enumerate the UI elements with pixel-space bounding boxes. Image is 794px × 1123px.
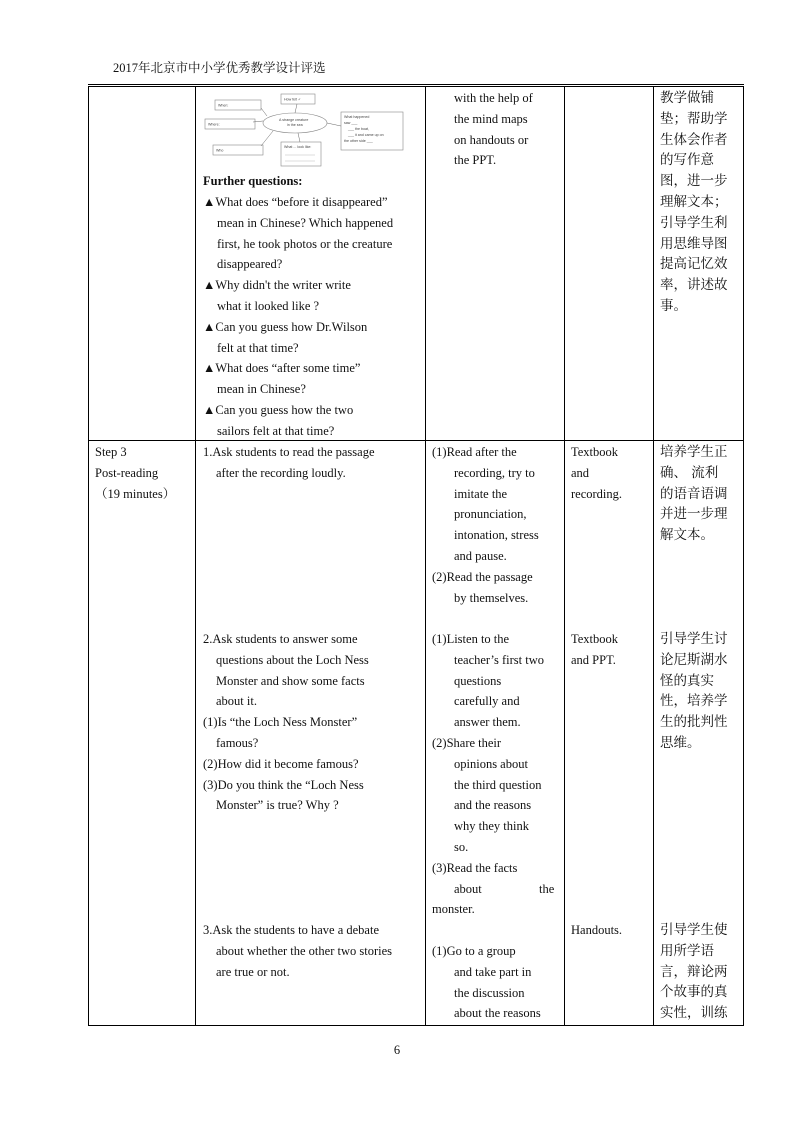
question-line: ▲Can you guess how Dr.Wilson: [203, 319, 368, 334]
question-line: ▲What does “after some time”: [203, 361, 361, 376]
col-border-2: [195, 86, 196, 1025]
text-line: 性，培养学: [660, 693, 728, 710]
text-line: 思维。: [660, 735, 701, 751]
mm-happened-3: ___ it and came up on: [348, 133, 384, 137]
mm-happened-1: saw ___: [344, 121, 358, 125]
text-line: and the reasons: [454, 798, 532, 813]
text-line: the mind maps: [454, 111, 528, 126]
text-line: 的语音语调: [660, 485, 728, 502]
text-line: questions about the Loch Ness: [216, 652, 369, 667]
step-stage: Post-reading: [95, 465, 159, 480]
question-line: felt at that time?: [217, 340, 299, 355]
text-line: 论尼斯湖水: [660, 651, 728, 668]
text-line: Monster” is true? Why ?: [216, 798, 339, 813]
mm-center-line2: in the sea: [287, 123, 303, 127]
step-title: Step 3: [95, 445, 127, 459]
text-line: Handouts.: [571, 923, 623, 937]
question-line: ▲Can you guess how the two: [203, 403, 354, 417]
col-border-4: [564, 86, 565, 1025]
col-border-5: [653, 86, 654, 1025]
question-line: ▲What does “before it disappeared”: [203, 195, 388, 209]
question-line: ▲Why didn't the writer write: [203, 278, 351, 293]
col-border-1: [88, 86, 89, 1025]
row-divider: [88, 440, 744, 441]
text-line: and take part in: [454, 964, 532, 979]
mm-what-looked: What ... look like:: [284, 145, 312, 149]
text-line: (3)Do you think the “Loch Ness: [203, 777, 364, 792]
table-bottom-border: [88, 1025, 744, 1026]
mm-happened-2: ___ the boat,: [348, 127, 369, 131]
text-line: and pause.: [454, 549, 507, 563]
text-line: (2)How did it become famous?: [203, 756, 359, 771]
text-line: 用思维导图: [660, 235, 728, 252]
text-line: 生体会作者: [660, 131, 728, 148]
page-header: 2017年北京市中小学优秀教学设计评选: [113, 61, 326, 75]
question-line: mean in Chinese? Which happened: [217, 215, 394, 230]
text-line: by themselves.: [454, 590, 529, 605]
text-line: (2)Share their: [432, 736, 502, 750]
text-line: 2.Ask students to answer some: [203, 632, 358, 646]
mm-center-line1: A strange creature: [279, 118, 309, 122]
text-line: the discussion: [454, 985, 525, 1000]
mm-happened-4: the other side ___: [344, 139, 373, 143]
text-line: are true or not.: [216, 964, 290, 979]
text-line: the PPT.: [454, 153, 497, 168]
col-border-3: [425, 86, 426, 1025]
table-top-border: [88, 86, 744, 87]
question-line: sailors felt at that time?: [217, 423, 335, 438]
text-line: 引导学生利: [660, 214, 728, 231]
text-line: 理解文本；: [660, 194, 728, 210]
text-line: intonation, stress: [454, 528, 539, 543]
text-line: the: [539, 881, 555, 896]
text-line: 用所学语: [660, 942, 714, 959]
text-line: 言，辩论两: [660, 963, 728, 980]
mm-where: Where:: [208, 122, 220, 127]
text-line: about the reasons: [454, 1006, 541, 1021]
text-line: recording, try to: [454, 465, 535, 480]
step-duration: （19 minutes）: [95, 486, 176, 501]
mm-what-happened: What happened: [344, 115, 370, 119]
text-line: the third question: [454, 777, 542, 792]
further-questions-heading: Further questions:: [203, 174, 303, 188]
text-line: (1)Read after the: [432, 445, 517, 459]
text-line: 怪的真实: [660, 672, 714, 689]
text-line: so.: [454, 840, 469, 854]
question-line: mean in Chinese?: [217, 382, 306, 397]
text-line: (1)Go to a group: [432, 944, 516, 958]
text-line: 教学做铺: [660, 90, 714, 106]
text-line: 垫；帮助学: [660, 110, 728, 127]
text-line: 率，讲述故: [660, 277, 728, 294]
text-line: 提高记忆效: [660, 256, 728, 273]
text-line: about whether the other two stories: [216, 943, 392, 958]
text-line: (1)Is “the Loch Ness Monster”: [203, 715, 358, 730]
mm-how-felt: How felt ✓: [284, 97, 301, 102]
text-line: Monster and show some facts: [216, 673, 365, 688]
text-line: famous?: [216, 736, 259, 750]
text-line: 引导学生使: [660, 922, 728, 938]
text-line: 1.Ask students to read the passage: [203, 445, 375, 459]
text-line: on handouts or: [454, 132, 529, 147]
text-line: answer them.: [454, 715, 521, 730]
text-line: 个故事的真: [660, 984, 728, 1001]
text-line: Textbook: [571, 445, 619, 459]
text-line: carefully and: [454, 694, 520, 709]
text-line: 并进一步理: [660, 506, 728, 523]
text-line: 实性，训练: [660, 1005, 728, 1022]
text-line: pronunciation,: [454, 507, 527, 522]
text-line: 的写作意: [660, 152, 714, 169]
question-line: first, he took photos or the creature: [217, 236, 393, 251]
text-line: after the recording loudly.: [216, 465, 346, 480]
text-line: 生的批判性: [660, 714, 728, 731]
header-rule: [88, 84, 744, 85]
text-line: and: [571, 465, 590, 480]
text-line: 培养学生正: [660, 444, 728, 460]
text-line: (3)Read the facts: [432, 860, 518, 875]
text-line: teacher’s first two: [454, 652, 545, 667]
question-line: disappeared?: [217, 257, 283, 272]
text-line: with the help of: [454, 91, 533, 105]
text-line: imitate the: [454, 486, 508, 501]
text-line: recording.: [571, 486, 623, 501]
text-line: (2)Read the passage: [432, 569, 533, 584]
text-line: about it.: [216, 694, 257, 709]
text-line: 引导学生讨: [660, 631, 728, 647]
text-line: monster.: [432, 902, 475, 917]
text-line: (1)Listen to the: [432, 632, 510, 646]
text-line: 3.Ask the students to have a debate: [203, 923, 379, 937]
text-line: opinions about: [454, 756, 528, 771]
question-line: what it looked like ?: [217, 299, 320, 313]
text-line: 事。: [660, 298, 687, 314]
text-line: Textbook: [571, 632, 619, 646]
text-line: about: [454, 881, 482, 896]
text-line: 图，进一步: [660, 173, 728, 190]
text-line: 解文本。: [660, 527, 714, 544]
mm-when: When:: [218, 103, 229, 108]
col-border-6: [743, 86, 744, 1025]
mm-who: Who: [216, 148, 224, 153]
page-number: 6: [393, 1043, 401, 1057]
text-line: and PPT.: [571, 652, 616, 667]
mind-map-image: [203, 92, 421, 170]
text-line: questions: [454, 673, 502, 688]
text-line: why they think: [454, 819, 529, 834]
text-line: 确、 流利: [660, 464, 719, 481]
